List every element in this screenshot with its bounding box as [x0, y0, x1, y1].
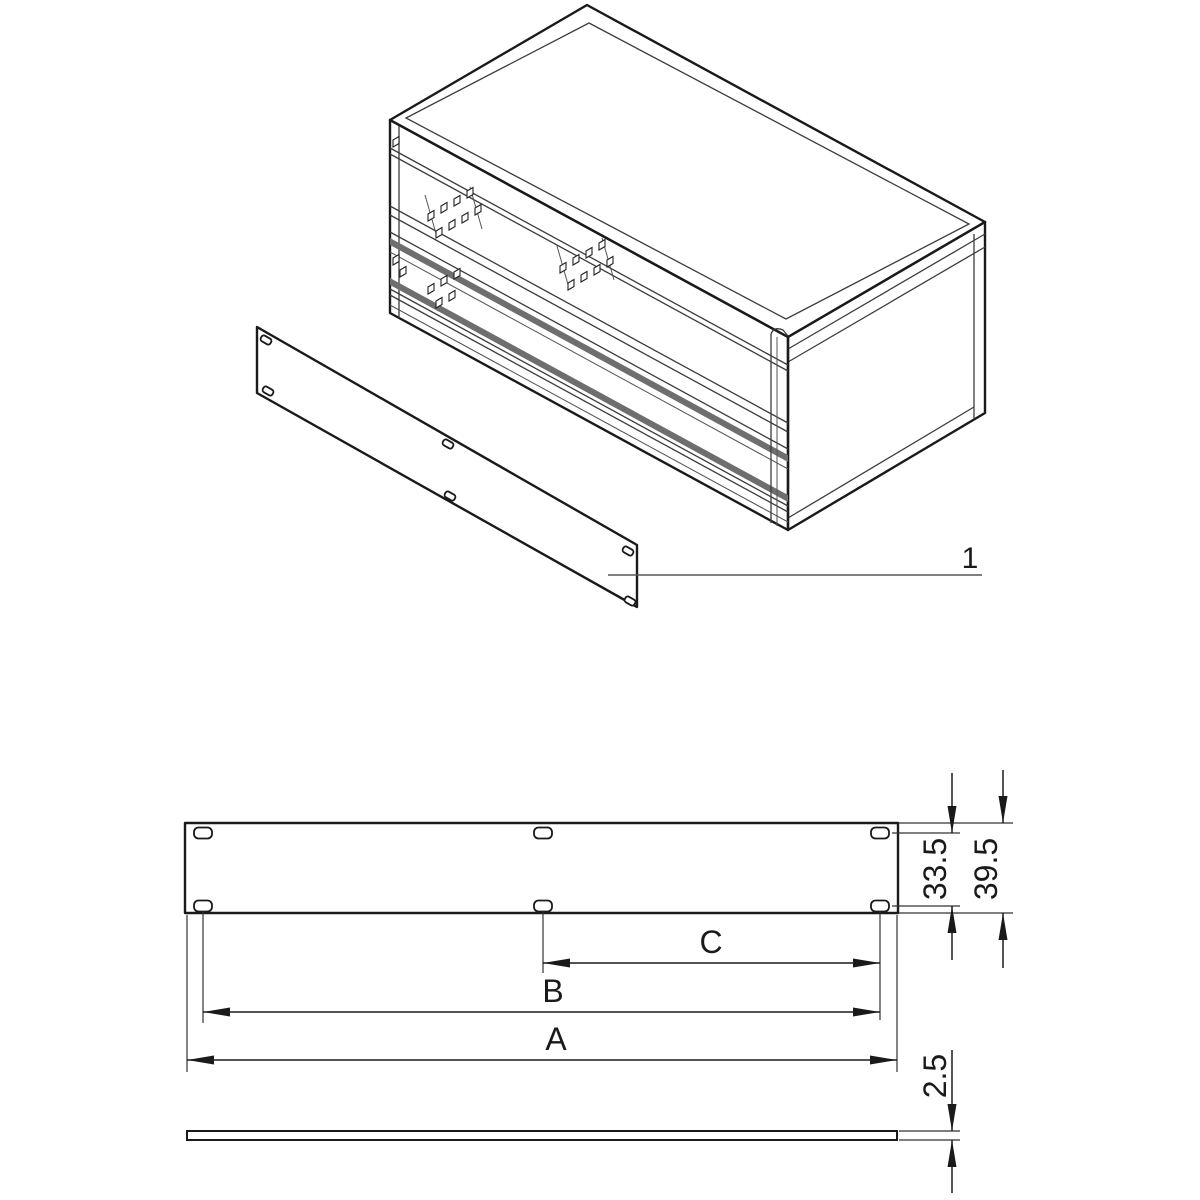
arrowhead — [187, 1056, 214, 1065]
case-right-face-top-band-1 — [788, 234, 985, 349]
iso-front-panel — [257, 327, 637, 607]
perforation-hole — [573, 255, 579, 266]
front-top-rail-2 — [390, 154, 788, 371]
arrowhead — [999, 796, 1008, 823]
side-view-strip — [187, 1131, 897, 1140]
panel-mounting-hole — [622, 545, 635, 556]
perforation-hole — [560, 263, 566, 274]
dimension-thickness — [917, 1050, 957, 1193]
perforation-hole — [568, 280, 574, 291]
perforation-hole — [393, 255, 399, 266]
side-view — [187, 1050, 960, 1193]
arrowhead — [203, 1008, 230, 1017]
mounting-hole — [871, 901, 889, 912]
case-right-face-top-band-2 — [788, 247, 985, 362]
front-bottom-rail-3 — [390, 305, 788, 522]
perforation-hole — [436, 228, 442, 239]
mounting-hole — [871, 828, 889, 839]
mounting-hole — [534, 901, 552, 912]
panel-mounting-hole — [260, 334, 273, 345]
perforation-hole — [586, 248, 592, 259]
arrowhead — [870, 1056, 897, 1065]
hatch-strip-upper — [390, 238, 788, 462]
dim-label-a: A — [545, 1021, 567, 1057]
dim-label-c: C — [699, 924, 723, 960]
isometric-case — [390, 5, 985, 530]
arrowhead — [948, 1140, 957, 1167]
case-right-face-bottom-band — [788, 407, 974, 518]
perforation-hole — [400, 267, 406, 278]
perforation-hole — [428, 284, 434, 295]
perforation-hole — [454, 196, 460, 207]
arrowhead — [853, 1008, 880, 1017]
perforation-hole — [428, 211, 434, 222]
perforation-hole — [462, 213, 468, 224]
perforation-hole — [599, 240, 605, 251]
dim-label-b: B — [542, 973, 564, 1009]
perforation-hole — [581, 272, 587, 283]
arrowhead — [999, 913, 1008, 940]
mounting-hole — [534, 828, 552, 839]
panel-mounting-hole — [624, 595, 637, 606]
iso-panel-mounting-holes — [260, 334, 637, 606]
panel-mounting-hole — [262, 385, 275, 396]
arrowhead — [948, 1104, 957, 1131]
case-right-face — [788, 222, 985, 530]
arrowhead — [948, 906, 957, 933]
dimension-hole-spacing — [917, 773, 957, 960]
arrowhead — [543, 959, 570, 968]
mounting-hole — [194, 901, 212, 912]
arrowhead — [853, 959, 880, 968]
divider-rail-2 — [390, 215, 788, 432]
callout-label: 1 — [961, 542, 979, 575]
dimension-b — [203, 973, 880, 1017]
dimension-c — [543, 924, 880, 968]
perforation-hole — [449, 220, 455, 231]
front-view — [185, 770, 1013, 1072]
dimension-panel-height — [968, 770, 1008, 968]
perforation-hole — [441, 276, 447, 287]
perforation-hole — [467, 188, 473, 199]
perforation-hole — [441, 203, 447, 214]
case-top-face-inner-band — [406, 23, 969, 319]
front-bottom-rail-2 — [390, 295, 788, 512]
dim-label-33-5: 33.5 — [917, 837, 953, 901]
front-view-mounting-holes — [194, 828, 889, 912]
perforation-hole — [393, 137, 399, 148]
front-bottom-rail-1 — [390, 289, 788, 506]
divider-rail-3 — [390, 232, 788, 449]
iso-front-panel-face — [257, 327, 637, 607]
dim-label-39-5: 39.5 — [968, 837, 1004, 901]
dim-label-2-5: 2.5 — [917, 1053, 953, 1099]
arrowhead — [948, 806, 957, 833]
dimension-a — [187, 1021, 897, 1065]
mounting-hole — [194, 828, 212, 839]
perforation-hole — [449, 291, 455, 302]
